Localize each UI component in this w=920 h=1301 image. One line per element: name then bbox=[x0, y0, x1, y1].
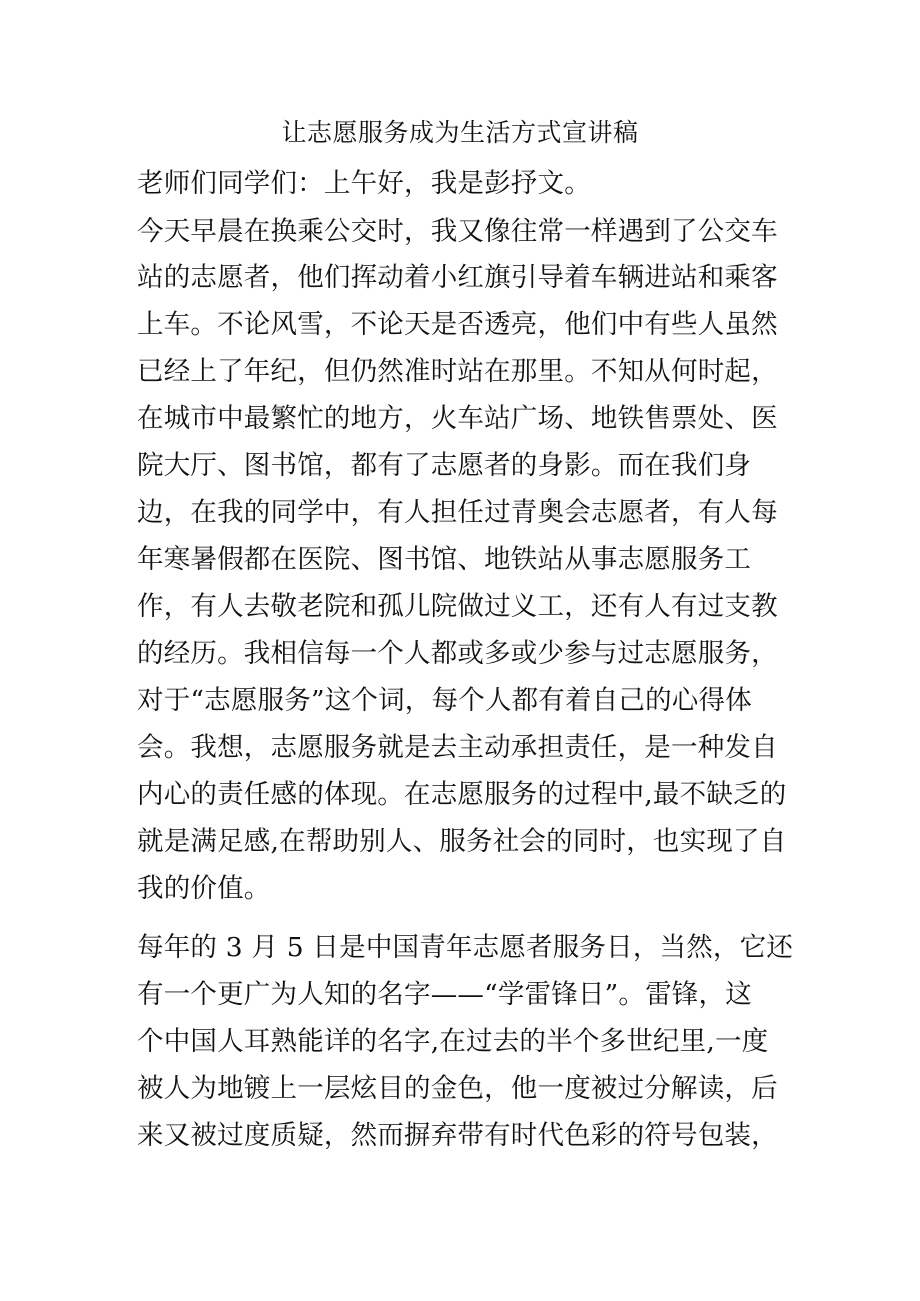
text-line: 已经上了年纪，但仍然准时站在那里。不知从何时起， bbox=[137, 356, 778, 387]
text-line: 内心的责任感的体现。在志愿服务的过程中,最不缺乏的 bbox=[137, 779, 787, 810]
text-line: 作，有人去敬老院和孤儿院做过义工，还有人有过支教 bbox=[137, 591, 778, 622]
text-line: 有一个更广为人知的名字——“学雷锋日”。雷锋，这 bbox=[137, 979, 752, 1010]
text-line: 在城市中最繁忙的地方，火车站广场、地铁售票处、医 bbox=[137, 403, 778, 434]
text-line: 边，在我的同学中，有人担任过青奥会志愿者，有人每 bbox=[137, 497, 778, 528]
document-title: 让志愿服务成为生活方式宣讲稿 bbox=[281, 118, 639, 147]
text-line: 来又被过度质疑，然而摒弃带有时代色彩的符号包装， bbox=[137, 1120, 778, 1151]
text-line: 会。我想，志愿服务就是去主动承担责任，是一种发自 bbox=[137, 732, 778, 763]
text-line: 我的价值。 bbox=[137, 873, 271, 904]
text-line: 老师们同学们：上午好，我是彭抒文。 bbox=[137, 168, 591, 199]
text-line: 上车。不论风雪，不论天是否透亮，他们中有些人虽然 bbox=[137, 309, 778, 340]
text-line: 院大厅、图书馆，都有了志愿者的身影。而在我们身 bbox=[137, 450, 752, 481]
text-line: 个中国人耳熟能详的名字,在过去的半个多世纪里,一度 bbox=[137, 1026, 769, 1057]
text-line: 被人为地镀上一层炫目的金色，他一度被过分解读，后 bbox=[137, 1073, 778, 1104]
text-line: 站的志愿者，他们挥动着小红旗引导着车辆进站和乘客 bbox=[137, 262, 778, 293]
text-line: 今天早晨在换乘公交时，我又像往常一样遇到了公交车 bbox=[137, 216, 778, 247]
text-line: 每年的 3 月 5 日是中国青年志愿者服务日，当然，它还 bbox=[137, 932, 794, 963]
text-line: 就是满足感,在帮助别人、服务社会的同时，也实现了自 bbox=[137, 826, 787, 857]
text-line: 对于“志愿服务”这个词，每个人都有着自己的心得体 bbox=[137, 685, 752, 716]
text-line: 年寒暑假都在医院、图书馆、地铁站从事志愿服务工 bbox=[137, 544, 752, 575]
text-line: 的经历。我相信每一个人都或多或少参与过志愿服务， bbox=[137, 638, 778, 669]
